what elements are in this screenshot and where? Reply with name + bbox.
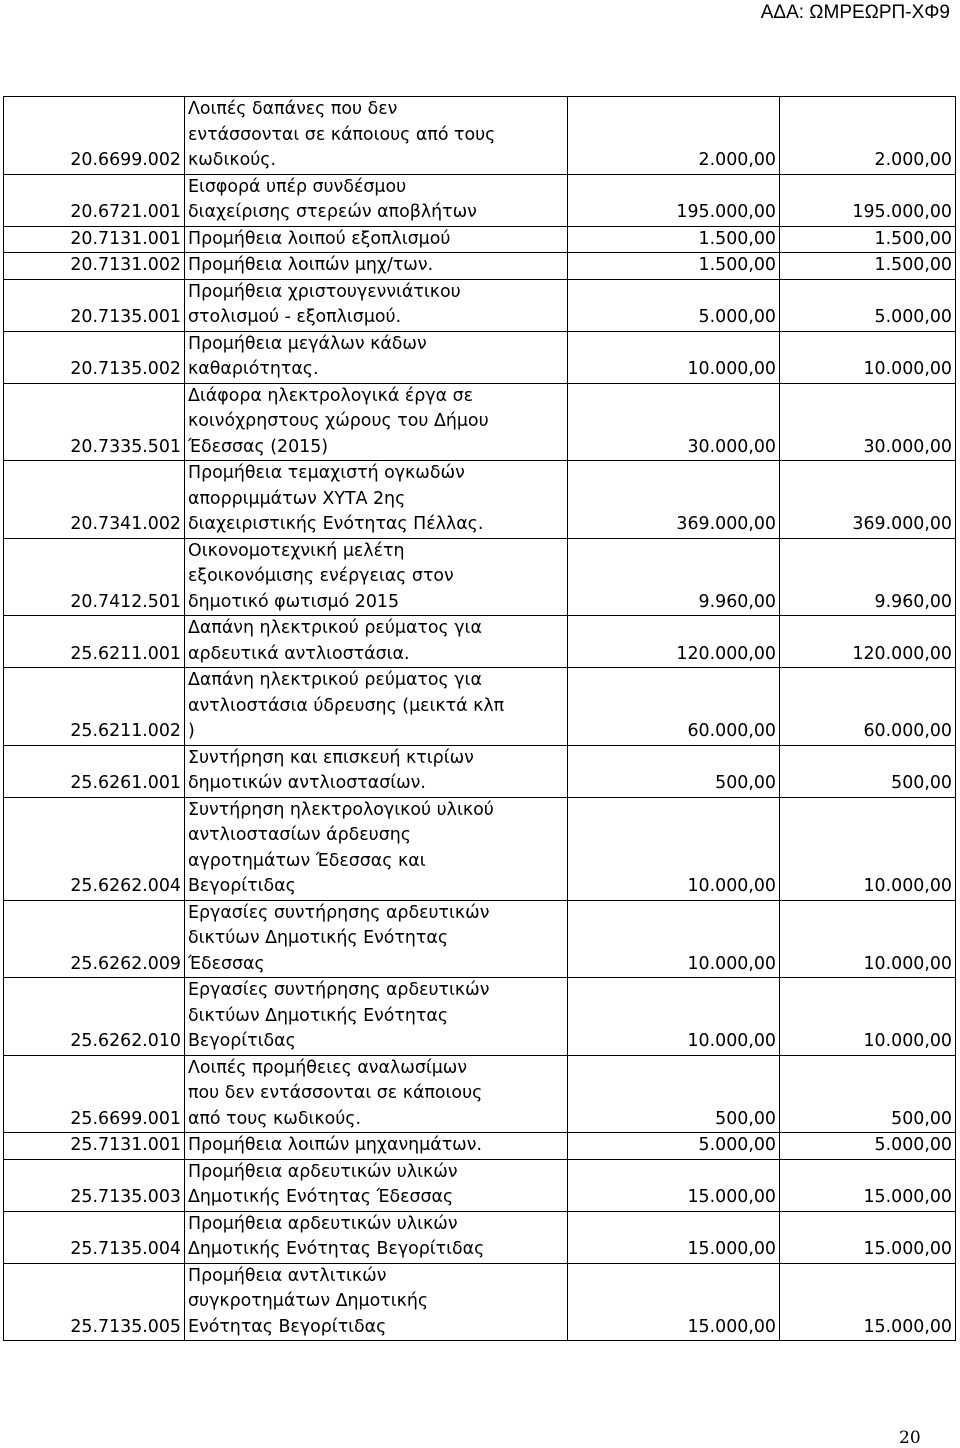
account-code: 20.6721.001 — [4, 174, 185, 226]
account-code: 25.6262.009 — [4, 900, 185, 978]
description-line: Προμήθεια αρδευτικών υλικών — [188, 1161, 458, 1182]
table-row — [4, 900, 956, 978]
account-code: 25.7131.001 — [4, 1133, 185, 1160]
amount-column-2: 9.960,00 — [780, 538, 956, 616]
description-line: στολισμού - εξοπλισμού. — [188, 307, 402, 327]
amount-column-1: 1.500,00 — [568, 226, 780, 253]
amount-column-2: 15.000,00 — [780, 1263, 956, 1341]
description-line: κωδικούς. — [188, 150, 277, 170]
amount-column-1: 15.000,00 — [568, 1263, 780, 1341]
description-line: Έδεσσας — [188, 953, 265, 974]
description-line: Εργασίες συντήρησης αρδευτικών — [188, 902, 490, 923]
description-line: Προμήθεια λοιπών μηχανημάτων. — [188, 1135, 482, 1155]
amount-column-1: 10.000,00 — [568, 900, 780, 978]
amount-column-2: 10.000,00 — [780, 797, 956, 900]
amount-column-2: 120.000,00 — [780, 616, 956, 668]
description-line: δικτύων Δημοτικής Ενότητας — [188, 928, 449, 948]
account-code: 25.6261.001 — [4, 745, 185, 797]
expense-description — [185, 1133, 568, 1160]
table-row — [4, 1159, 956, 1211]
amount-column-1: 5.000,00 — [568, 1133, 780, 1160]
description-line: Εργασίες συντήρησης αρδευτικών — [188, 980, 490, 1000]
description-line: Συντήρηση και επισκευή κτιρίων — [188, 747, 474, 768]
description-line: ) — [188, 721, 195, 741]
amount-column-1: 10.000,00 — [568, 797, 780, 900]
description-line: διαχειριστικής Ενότητας Πέλλας. — [188, 514, 484, 534]
description-line: αγροτημάτων Έδεσσας και — [188, 850, 426, 871]
table-row — [4, 1133, 956, 1160]
amount-column-2: 10.000,00 — [780, 900, 956, 978]
expense-description — [185, 538, 568, 616]
table-row — [4, 745, 956, 797]
table-row — [4, 174, 956, 226]
expense-description — [185, 226, 568, 253]
expense-description — [185, 745, 568, 797]
account-code: 20.7131.001 — [4, 226, 185, 253]
table-row — [4, 616, 956, 668]
table-row — [4, 538, 956, 616]
table-row — [4, 978, 956, 1056]
description-line: Προμήθεια λοιπών μηχ/των. — [188, 255, 434, 275]
description-line: Εισφορά υπέρ συνδέσμου — [188, 176, 407, 197]
description-line: Λοιπές προμήθειες αναλωσίμων — [188, 1057, 468, 1078]
table-row — [4, 331, 956, 383]
description-line: Δαπάνη ηλεκτρικού ρεύματος για — [188, 618, 482, 638]
description-line: Συντήρηση ηλεκτρολογικού υλικού — [188, 799, 494, 820]
expense-description — [185, 1263, 568, 1341]
amount-column-1: 5.000,00 — [568, 279, 780, 331]
description-line: Προμήθεια μεγάλων κάδων — [188, 333, 427, 354]
description-line: Προμήθεια αντλιτικών — [188, 1265, 387, 1286]
amount-column-2: 15.000,00 — [780, 1211, 956, 1263]
amount-column-1: 120.000,00 — [568, 616, 780, 668]
account-code: 25.7135.005 — [4, 1263, 185, 1341]
amount-column-2: 2.000,00 — [780, 97, 956, 175]
amount-column-1: 9.960,00 — [568, 538, 780, 616]
description-line: Δημοτικής Ενότητας Έδεσσας — [188, 1187, 454, 1207]
description-line: Ενότητας Βεγορίτιδας — [188, 1316, 387, 1337]
description-line: καθαριότητας. — [188, 359, 319, 379]
amount-column-1: 15.000,00 — [568, 1159, 780, 1211]
description-line: Οικονομοτεχνική μελέτη — [188, 540, 405, 561]
amount-column-1: 60.000,00 — [568, 668, 780, 746]
description-line: διαχείρισης στερεών αποβλήτων — [188, 202, 477, 222]
description-line: Δαπάνη ηλεκτρικού ρεύματος για — [188, 670, 482, 690]
expense-description — [185, 461, 568, 539]
description-line: απορριμμάτων ΧΥΤΑ 2ης — [188, 488, 406, 509]
account-code: 25.7135.004 — [4, 1211, 185, 1263]
description-line: συγκροτημάτων Δημοτικής — [188, 1291, 429, 1311]
account-code: 25.6262.004 — [4, 797, 185, 900]
expense-description — [185, 1055, 568, 1133]
account-code: 25.6262.010 — [4, 978, 185, 1056]
amount-column-2: 1.500,00 — [780, 226, 956, 253]
description-line: Λοιπές δαπάνες που δεν — [188, 99, 398, 119]
amount-column-2: 10.000,00 — [780, 978, 956, 1056]
expense-description — [185, 279, 568, 331]
table-row — [4, 461, 956, 539]
account-code: 20.7135.002 — [4, 331, 185, 383]
amount-column-1: 500,00 — [568, 745, 780, 797]
table-row — [4, 383, 956, 461]
expense-description — [185, 900, 568, 978]
expense-description — [185, 616, 568, 668]
amount-column-1: 2.000,00 — [568, 97, 780, 175]
amount-column-2: 15.000,00 — [780, 1159, 956, 1211]
description-line: Προμήθεια αρδευτικών υλικών — [188, 1213, 458, 1234]
account-code: 20.6699.002 — [4, 97, 185, 175]
amount-column-1: 10.000,00 — [568, 978, 780, 1056]
description-line: Βεγορίτιδας — [188, 1031, 296, 1051]
account-code: 25.6211.002 — [4, 668, 185, 746]
amount-column-1: 1.500,00 — [568, 253, 780, 280]
description-line: από τους κωδικούς. — [188, 1108, 362, 1129]
description-line: Έδεσσας (2015) — [188, 436, 329, 457]
description-line: Διάφορα ηλεκτρολογικά έργα σε — [188, 385, 473, 406]
account-code: 25.6211.001 — [4, 616, 185, 668]
page-number: 20 — [899, 1428, 921, 1448]
account-code: 20.7135.001 — [4, 279, 185, 331]
expense-description — [185, 97, 568, 175]
description-line: κοινόχρηστους χώρους του Δήμου — [188, 411, 489, 431]
amount-column-2: 60.000,00 — [780, 668, 956, 746]
amount-column-2: 500,00 — [780, 745, 956, 797]
description-line: αντλιοστασίων άρδευσης — [188, 825, 411, 845]
amount-column-1: 195.000,00 — [568, 174, 780, 226]
budget-table — [3, 96, 956, 1341]
description-line: δημοτικό φωτισμό 2015 — [188, 591, 400, 612]
description-line: δικτύων Δημοτικής Ενότητας — [188, 1005, 449, 1026]
description-line: Βεγορίτιδας — [188, 876, 296, 896]
amount-column-1: 10.000,00 — [568, 331, 780, 383]
description-line: εξοικονόμισης ενέργειας στον — [188, 566, 454, 586]
table-row — [4, 797, 956, 900]
table-row — [4, 668, 956, 746]
description-line: εντάσσονται σε κάποιους από τους — [188, 124, 496, 145]
amount-column-2: 1.500,00 — [780, 253, 956, 280]
description-line: που δεν εντάσσονται σε κάποιους — [188, 1083, 483, 1103]
table-row — [4, 1211, 956, 1263]
table-row — [4, 1055, 956, 1133]
ada-header: ΑΔΑ: ΩΜΡΕΩΡΠ-ΧΦ9 — [760, 2, 950, 23]
expense-description — [185, 174, 568, 226]
expense-description — [185, 253, 568, 280]
description-line: δημοτικών αντλιοστασίων. — [188, 773, 426, 793]
account-code: 25.7135.003 — [4, 1159, 185, 1211]
table-row — [4, 279, 956, 331]
expense-description — [185, 1159, 568, 1211]
description-line: αντλιοστάσια ύδρευσης (μεικτά κλπ — [188, 695, 505, 716]
description-line: Δημοτικής Ενότητας Βεγορίτιδας — [188, 1239, 485, 1259]
amount-column-2: 5.000,00 — [780, 279, 956, 331]
amount-column-2: 30.000,00 — [780, 383, 956, 461]
description-line: αρδευτικά αντλιοστάσια. — [188, 643, 410, 664]
amount-column-2: 500,00 — [780, 1055, 956, 1133]
amount-column-2: 195.000,00 — [780, 174, 956, 226]
amount-column-2: 5.000,00 — [780, 1133, 956, 1160]
description-line: Προμήθεια τεμαχιστή ογκωδών — [188, 463, 465, 483]
account-code: 20.7335.501 — [4, 383, 185, 461]
expense-description — [185, 1211, 568, 1263]
expense-description — [185, 668, 568, 746]
table-row — [4, 253, 956, 280]
description-line: Προμήθεια λοιπού εξοπλισμού — [188, 228, 451, 249]
account-code: 20.7412.501 — [4, 538, 185, 616]
amount-column-1: 369.000,00 — [568, 461, 780, 539]
account-code: 20.7131.002 — [4, 253, 185, 280]
table-row — [4, 1263, 956, 1341]
expense-description — [185, 331, 568, 383]
expense-description — [185, 978, 568, 1056]
amount-column-2: 10.000,00 — [780, 331, 956, 383]
table-row — [4, 226, 956, 253]
expense-description — [185, 383, 568, 461]
expense-description — [185, 797, 568, 900]
description-line: Προμήθεια χριστουγεννιάτικου — [188, 281, 461, 302]
table-row — [4, 97, 956, 175]
amount-column-1: 30.000,00 — [568, 383, 780, 461]
amount-column-1: 15.000,00 — [568, 1211, 780, 1263]
amount-column-2: 369.000,00 — [780, 461, 956, 539]
account-code: 20.7341.002 — [4, 461, 185, 539]
amount-column-1: 500,00 — [568, 1055, 780, 1133]
account-code: 25.6699.001 — [4, 1055, 185, 1133]
budget-table-body — [4, 97, 956, 1341]
